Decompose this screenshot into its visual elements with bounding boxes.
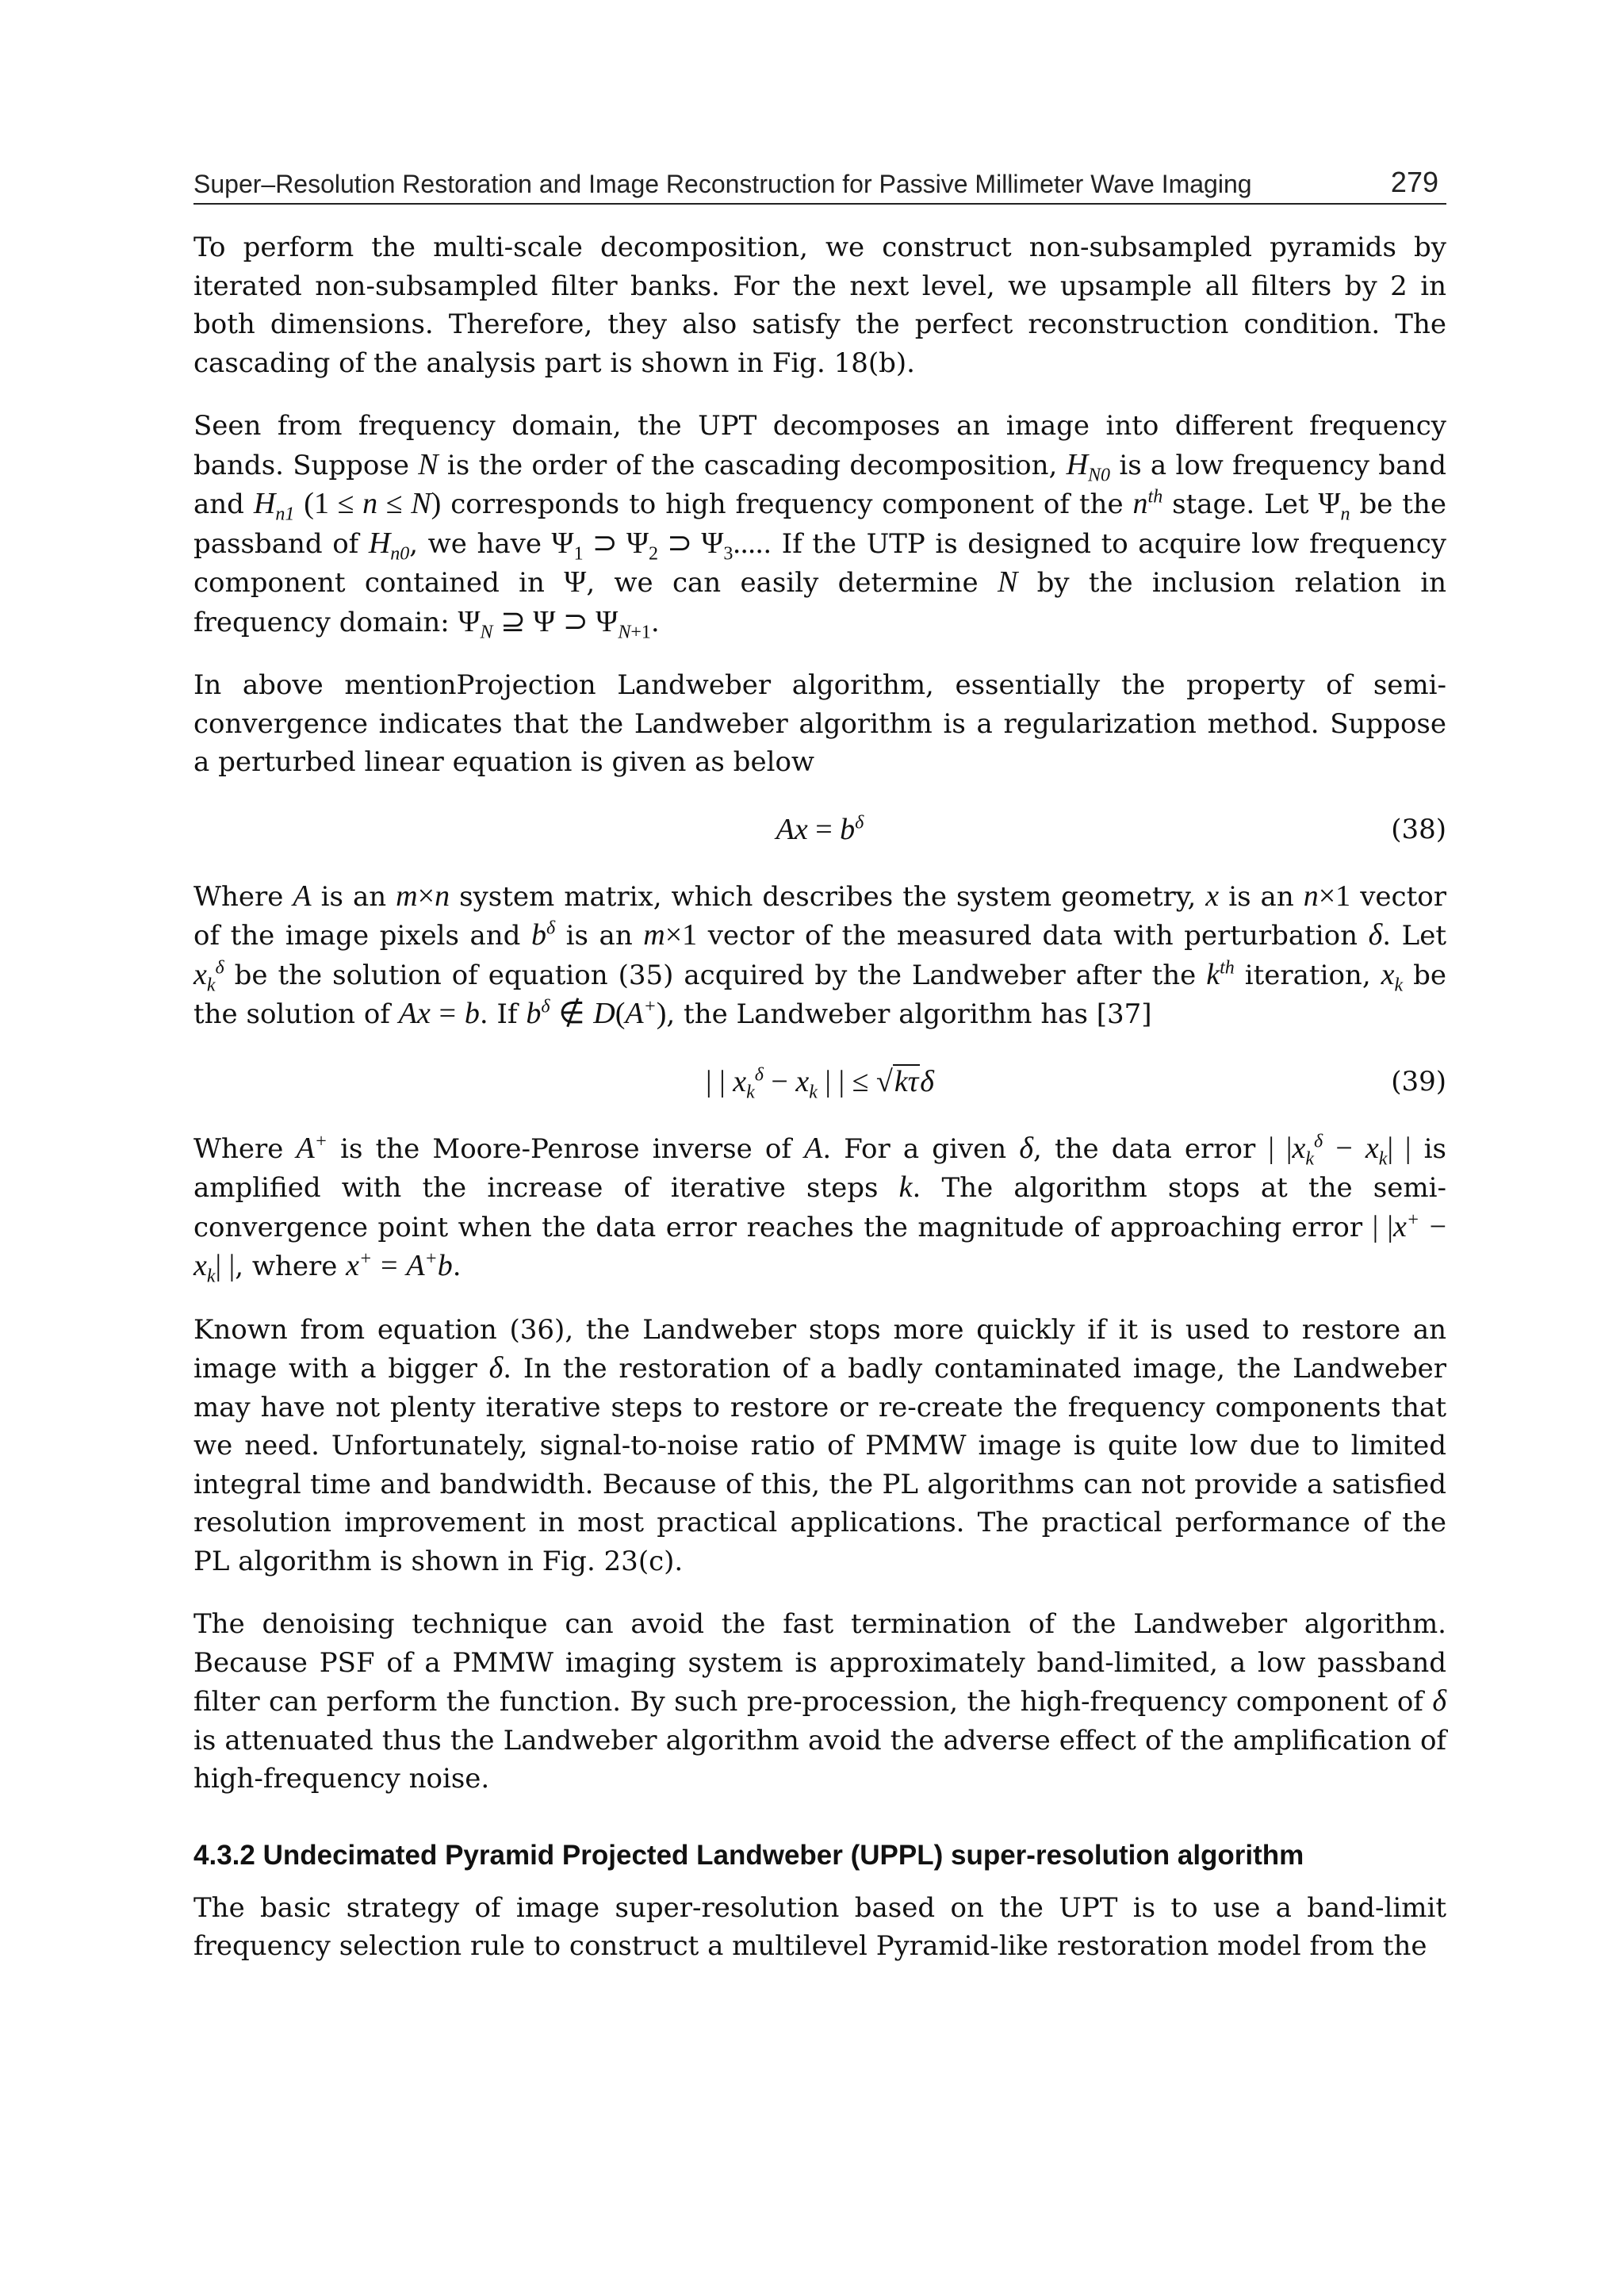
paragraph-frequency-domain: Seen from frequency domain, the UPT decomposes an image into different frequency bands. Suppose N is the order of the cascading decomposition, $H_{N0}$ is a low frequency band and $H_{n1}$ (1 ≤ n ≤ N) corresponds to high frequency component of the $n^{th}$ stage. Let $\Psi_n$ be the passband of $H_{n0}$, we have $\Psi_1$ ⊃ $\Psi_2$ ⊃ $\Psi_3$..... If the UTP is designed to acquire low frequency component contained in Ψ, we can easily determine N by the inclusion relation in frequency domain: $\Psi_N$ ⊇ Ψ ⊃ $\Psi_{N+1}$. <box>193 410 1447 643</box>
equation-39 <box>193 1059 1446 1105</box>
section-heading-4-3-2: 4.3.2 Undecimated Pyramid Projected Landweber (UPPL) super-resolution algorithm <box>193 1839 1304 1871</box>
paragraph-system-matrix: Where A is an m×n system matrix, which describes the system geometry, x is an n×1 vector of the image pixels and $b^\delta$ is an m×1 vector of the measured data with perturbation δ. Let $x_k^\delta$ be the solution of equation (35) acquired by the Landweber after the $k^{th}$ iteration, $x_k$ be the solution of Ax = b. If $b^\delta$ ∉ D(A+), the Landweber algorithm has [37] <box>193 879 1447 1030</box>
paragraph-moore-penrose: Where A+ is the Moore-Penrose inverse of A. For a given δ, the data error | $|x_k^\delta - x_k|$ | is amplified with the increase of iterative steps k. The algorithm stops at the semi-convergence point when the data error reaches the magnitude of approaching error | $|x^+ - x_k|$ |, where x+ = A+b. <box>193 1130 1446 1287</box>
equation-38 <box>193 806 1446 852</box>
running-header-title: Super–Resolution Restoration and Image Reconstruction for Passive Millimeter Wave Imaging <box>193 170 1252 198</box>
paragraph-multiscale-decomposition: To perform the multi-scale decomposition, we construct non-subsampled pyramids by iterated non-subsampled filter banks. For the next level, we upsample all filters by 2 in both dimensions. Therefore, they also satisfy the perfect reconstruction condition. The cascading of the analysis part is shown in Fig. 18(b). <box>193 232 1446 379</box>
paragraph-denoising: The denoising technique can avoid the fast termination of the Landweber algorithm. Because PSF of a PMMW imaging system is approximately band-limited, a low passband filter can perform the function. By such pre-procession, the high-frequency component of δ is attenuated thus the Landweber algorithm avoid the adverse effect of the amplification of high-frequency noise. <box>193 1608 1446 1795</box>
equation-39-body: | | $x_k^\delta - x_k$ | | ≤ √kτδ <box>706 1063 934 1103</box>
equation-39-number: (39) <box>1391 1065 1446 1098</box>
paragraph-semi-convergence: In above mentionProjection Landweber algorithm, essentially the property of semi-convergence indicates that the Landweber algorithm is a regularization method. Suppose a perturbed linear equation is given as below <box>193 669 1446 778</box>
equation-38-number: (38) <box>1391 813 1446 845</box>
equation-38-body: $Ax = b^\delta$ <box>776 811 864 846</box>
paragraph-landweber-stopping: Known from equation (36), the Landweber stops more quickly if it is used to restore an image with a bigger δ. In the restoration of a badly contaminated image, the Landweber may have not plenty iterative steps to restore or re-create the frequency components that we need. Unfortunately, signal-to-noise ratio of PMMW image is quite low due to limited integral time and bandwidth. Because of this, the PL algorithms can not provide a satisfied resolution improvement in most practical applications. The practical performance of the PL algorithm is shown in Fig. 23(c). <box>193 1313 1446 1577</box>
paragraph-uppl-strategy: The basic strategy of image super-resolution based on the UPT is to use a band-limit frequency selection rule to construct a multilevel Pyramid-like restoration model from the <box>193 1891 1446 1962</box>
page-number: 279 <box>1390 166 1438 198</box>
page <box>193 159 1446 1990</box>
running-header <box>193 159 1446 205</box>
